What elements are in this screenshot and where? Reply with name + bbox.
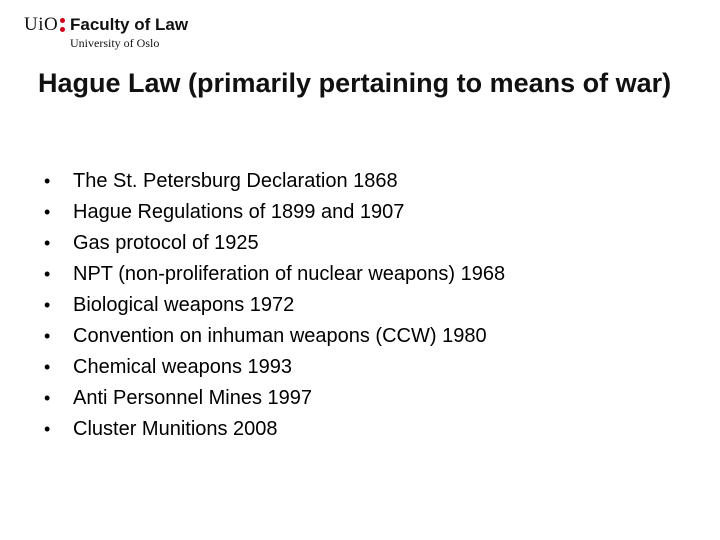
logo-university-name: University of Oslo	[70, 36, 160, 50]
bullet-icon: •	[44, 264, 51, 284]
logo-colon-mark-icon	[60, 17, 66, 35]
bullet-list	[44, 166, 684, 445]
bullet-icon: •	[44, 295, 51, 315]
bullet-icon: •	[44, 171, 51, 191]
logo-faculty-name: Faculty of Law	[70, 15, 189, 34]
bullet-item	[44, 197, 684, 228]
bullet-item	[44, 383, 684, 414]
bullet-item	[44, 259, 684, 290]
bullet-icon: •	[44, 419, 51, 439]
bullet-text: The St. Petersburg Declaration 1868	[73, 170, 398, 192]
bullet-text: Convention on inhuman weapons (CCW) 1980	[73, 325, 487, 347]
bullet-icon: •	[44, 202, 51, 222]
bullet-text: Biological weapons 1972	[73, 294, 295, 316]
bullet-icon: •	[44, 388, 51, 408]
slide-title: Hague Law (primarily pertaining to means of war)	[38, 68, 672, 98]
bullet-item	[44, 166, 684, 197]
bullet-icon: •	[44, 326, 51, 346]
bullet-text: Anti Personnel Mines 1997	[73, 387, 313, 409]
bullet-icon: •	[44, 233, 51, 253]
bullet-icon: •	[44, 357, 51, 377]
bullet-text: Hague Regulations of 1899 and 1907	[73, 201, 405, 223]
bullet-text: Chemical weapons 1993	[73, 356, 293, 378]
logo-uio-text: UiO	[24, 14, 59, 35]
bullet-item	[44, 290, 684, 321]
faculty-logo	[24, 14, 224, 54]
bullet-text: Cluster Munitions 2008	[73, 418, 278, 440]
bullet-item	[44, 414, 684, 445]
bullet-item	[44, 228, 684, 259]
bullet-text: Gas protocol of 1925	[73, 232, 259, 254]
bullet-text: NPT (non-proliferation of nuclear weapons) 1968	[73, 263, 506, 285]
bullet-item	[44, 352, 684, 383]
bullet-item	[44, 321, 684, 352]
